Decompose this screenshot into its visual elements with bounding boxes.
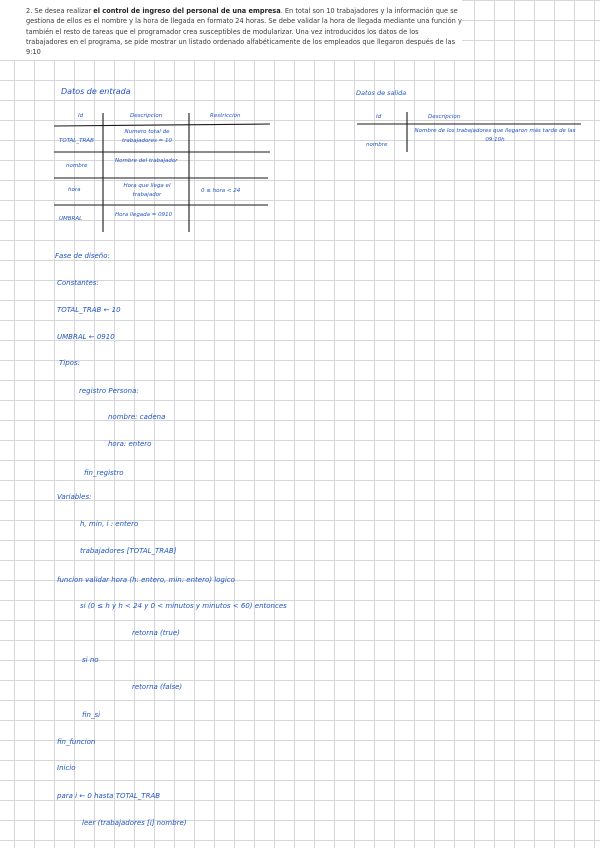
fin-registro: fin_registro [84, 469, 124, 477]
salida-row-desc: Nombre de los trabajadores que llegaron más tarde de las 09:10h [414, 128, 576, 143]
entrada-row-id: nombre [66, 163, 88, 169]
registro-persona: registro Persona: [79, 387, 139, 395]
leer-nombre: leer (trabajadores [i] nombre) [82, 819, 187, 827]
variables-enteros: h, min, i : entero [80, 520, 139, 528]
entrada-row-id: UMBRAL [59, 216, 83, 222]
entrada-row-desc: Hora que llega el trabajador [123, 183, 171, 198]
salida-header-id: Id [376, 114, 382, 120]
entrada-header-id: Id [78, 113, 84, 119]
salida-row-id: nombre [366, 142, 388, 148]
entrada-title: Datos de entrada [61, 87, 131, 96]
entrada-row-id: TOTAL_TRAB [59, 138, 94, 144]
entrada-row-id: hora [68, 187, 81, 193]
retorna-false: retorna (false) [132, 683, 183, 691]
fase-diseno-heading: Fase de diseño: [55, 252, 110, 260]
entrada-row-desc: Nombre del trabajador [115, 158, 178, 164]
variables-heading: Variables: [57, 493, 92, 501]
entrada-row-restr: 0 ≤ hora < 24 [201, 188, 241, 194]
tipos-heading: Tipos: [59, 359, 80, 367]
si-no: si no [82, 656, 99, 664]
entrada-header-restr: Restricción [210, 113, 241, 119]
salida-title: Datos de salida [356, 89, 407, 97]
constante-umbral: UMBRAL ← 0910 [57, 333, 115, 341]
fin-funcion: fin_funcion [57, 738, 96, 746]
salida-header-desc: Descripcion [428, 114, 461, 120]
fin-si: fin_si [82, 711, 101, 719]
statement-text: 2. Se desea realizar el control de ingreso del personal de una empresa. En total son 10 trabajadores y la información que se gestiona de ellos es el nombre y la hora de llegada en formato 24 horas. Se debe validar la hora de llegada mediante una función y también el resto de tareas que el programador crea susceptibles de modularizar. Una vez introducidos los datos de los trabajadores en el programa, se pide mostrar un listado ordenado alfabéticamente de los empleados que llegaron después de las 9:10 [26, 7, 462, 57]
condicion-si: si (0 ≤ h y h < 24 y 0 < minutos y minutos < 60) entonces [80, 602, 287, 610]
funcion-validar-hora: funcion validar hora (h: entero, min: entero) logico [57, 576, 235, 584]
entrada-header-desc: Descripcion [130, 113, 163, 119]
campo-hora: hora: entero [108, 440, 152, 448]
retorna-true: retorna (true) [132, 629, 180, 637]
variable-trabajadores: trabajadores [TOTAL_TRAB] [80, 547, 177, 555]
inicio: Inicio [57, 764, 76, 772]
entrada-row-desc: Hora llegada = 0910 [115, 212, 173, 218]
constante-total-trab: TOTAL_TRAB ← 10 [57, 306, 121, 314]
campo-nombre: nombre: cadena [108, 413, 166, 421]
entrada-row-desc: Numero total de trabajadores = 10 [121, 129, 173, 144]
constantes-heading: Constantes: [57, 279, 99, 287]
bucle-para: para i ← 0 hasta TOTAL_TRAB [57, 792, 161, 800]
